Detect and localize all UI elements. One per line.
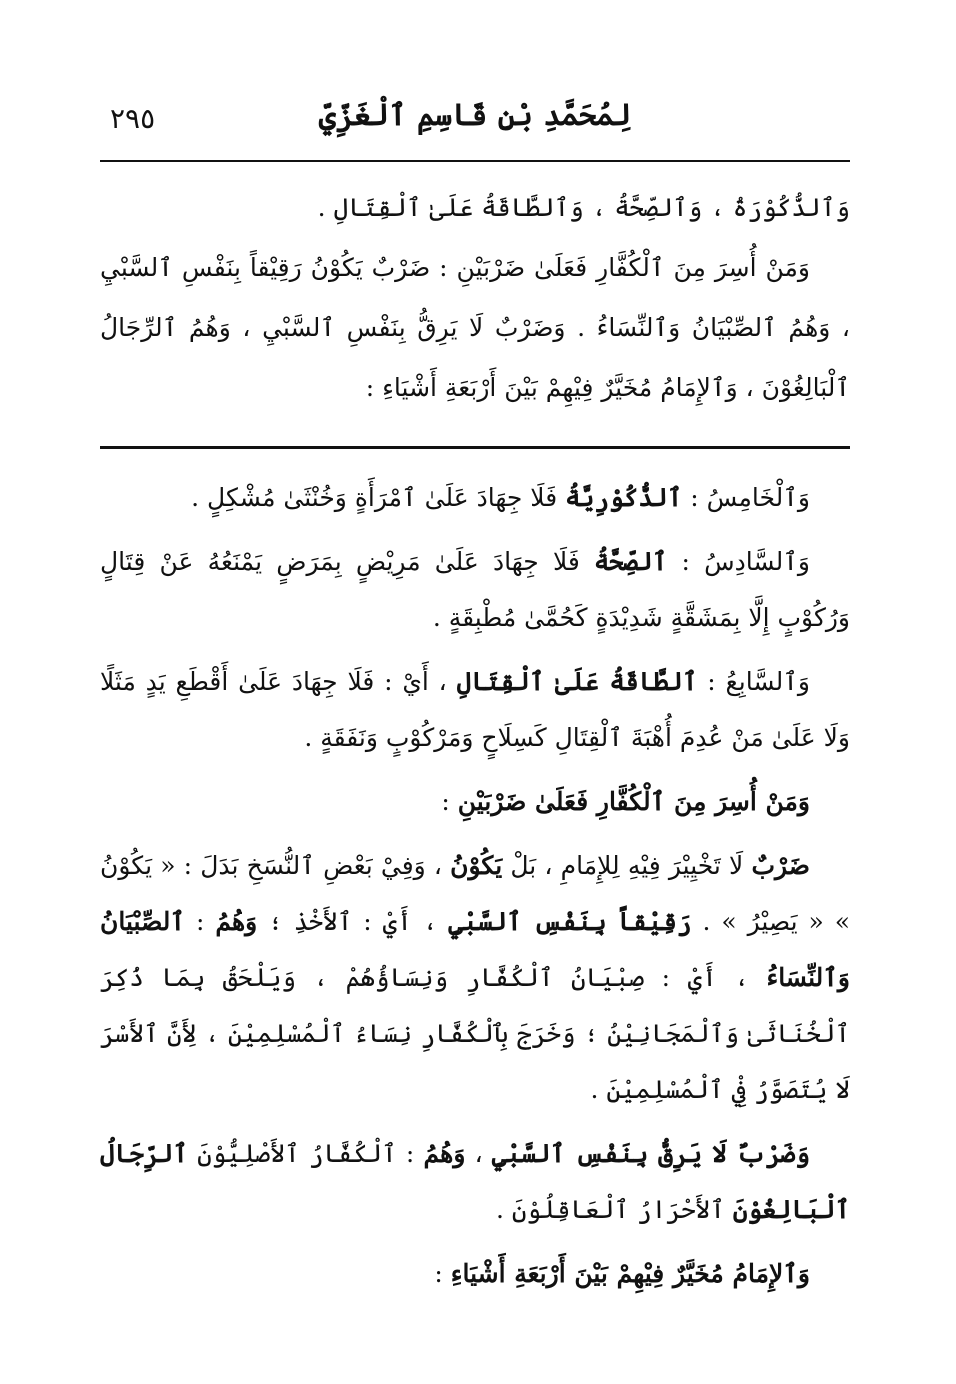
matn-text: ٱلصِّبْيَانُ وَٱلنِّسَاءُ [100,907,850,992]
matn-text: ضَرْبٌ [751,851,811,880]
matn-text: وَٱلإِمَامُ مُخَيَّرٌ فِيْهِمْ بَيْنَ أَرْبَعَةِ أَشْيَاءِ [450,1259,810,1288]
matn-text: وَمَنْ أُسِرَ مِنَ ٱلْكُفَّارِ فَعَلَىٰ ضَرْبَيْنِ [457,787,810,816]
matn-text: رَقِيْقاً بِنَفْسِ ٱلسَّبْيِ [448,907,692,936]
commentary [100,470,850,1310]
commentary-paragraph-6 [100,1126,850,1238]
commentary-paragraph-2 [100,534,850,646]
main-text [100,178,850,418]
matn-text: يَكُوْنُ [450,851,503,880]
matn-text: ٱلذُّكُوْرِيَّةُ [565,483,683,512]
matn-text: ٱلطَّاقَةُ عَلَىٰ ٱلْقِتَالِ [456,667,698,696]
main-paragraph-2: وَمَنْ أُسِرَ مِنَ ٱلْكُفَّارِ فَعَلَىٰ ضَرْبَيْنِ : ضَرْبٌ يَكُوْنُ رَقِيْقاً بِنَفْسِ ٱلسَّبْيِ ، وَهُمُ ٱلصِّبْيَانُ وَٱلنِّسَاءُ . وَضَرْبٌ لَا يَرِقُّ بِنَفْسِ ٱلسَّبْيِ ، وَهُمُ ٱلرِّجَالُ ٱلْبَالِغُوْنَ ، وَٱلإِمَامُ مُخَيَّرٌ فِيْهِمْ بَيْنَ أَرْبَعَةِ أَشْيَاءِ : [100,253,850,402]
commentary-paragraph-4 [100,774,850,830]
matn-text: وَهُمُ [423,1139,466,1168]
lead-text: وَٱلْخَامِسُ : [682,483,810,512]
commentary-text: ، أَيْ : فَلَا جِهَادَ عَلَىٰ أَقْطَعِ يَدٍ مَثَلًا وَلَا عَلَىٰ مَنْ عُدِمَ أُهْبَةَ ٱلْقِتَالِ كَسِلَاحٍ وَمَرْكُوْبٍ وَنَفَقَةٍ . [100,667,850,752]
running-title: لِمُحَمَّدِ بْنِ قَاسِمِ ٱلْغَزِّيِّ [318,98,632,133]
main-paragraph-1: وَٱلذُّكُوْرَةُ ، وَٱلصِّحَّةُ ، وَٱلطَّاقَةُ عَلَىٰ ٱلْقِتَالِ . [317,193,850,222]
header-divider [100,160,850,162]
commentary-paragraph-1 [100,470,850,526]
lead-text: وَٱلسَّادِسُ : [667,547,810,576]
matn-text: ٱلرِّجَالُ ٱلْبَالِغُوْنَ [100,1139,850,1224]
commentary-paragraph-3 [100,654,850,766]
matn-text: ٱلصِّحَّةُ [594,547,668,576]
commentary-text: : [441,787,458,816]
matn-text: وَضَرْبٌ لَا يَرِقُّ بِنَفْسِ ٱلسَّبْيِ [491,1139,810,1168]
commentary-text: فَلَا جِهَادَ عَلَىٰ مَرِيْضٍ بِمَرَضٍ يَمْنَعُهُ عَنْ قِتَالٍ وَرُكُوْبٍ إِلَّا بِمَشَقَّةٍ شَدِيْدَةٍ كَحُمَّىٰ مُطْبِقَةٍ . [100,547,850,632]
commentary-text: ٱلأَحْرَارُ ٱلْعَاقِلُوْنَ . [495,1195,733,1224]
commentary-text: فَلَا جِهَادَ عَلَىٰ ٱمْرَأَةٍ وَخُنْثَىٰ مُشْكِلٍ . [191,483,566,512]
commentary-text: لَا تَخْيِيْرَ فِيْهِ لِلإِمَامِ ، بَلْ [502,851,752,880]
commentary-text: ، وَفِيْ بَعْضِ ٱلنُّسَخِ بَدَلَ : « يَكُوْنُ » « يَصِيْرُ » . [100,851,850,936]
page-number: ٢٩٥ [110,102,156,135]
commentary-text: : [434,1259,451,1288]
commentary-text: : ٱلْكُفَّارُ ٱلأَصْلِيُّوْنَ [187,1139,424,1168]
matn-text: وَهُمُ [215,907,258,936]
page-header [100,92,850,152]
commentary-text: : [185,907,216,936]
commentary-paragraph-5 [100,838,850,1118]
section-divider [100,446,850,449]
commentary-text: ، [465,1139,492,1168]
commentary-text: ، أَيْ : ٱلأَخْذِ ؛ [257,907,449,936]
commentary-text: ، أَيْ : صِبْيَانُ ٱلْكُفَّارِ وَنِسَاؤُهُمْ ، وَيَلْحَقُ بِمَا ذُكِرَ ٱلْخُنَاثَىٰ وَٱلْمَجَانِيْنُ ؛ وَخَرَجَ بِٱلْكُفَّارِ نِسَاءُ ٱلْمُسْلِمِيْنَ ، لِأَنَّ ٱلأَسْرَ لَا يُتَصَوَّرُ فِيْ ٱلْمُسْلِمِيْنَ . [100,963,850,1104]
commentary-paragraph-7 [100,1246,850,1302]
lead-text: وَٱلسَّابِعُ : [697,667,811,696]
